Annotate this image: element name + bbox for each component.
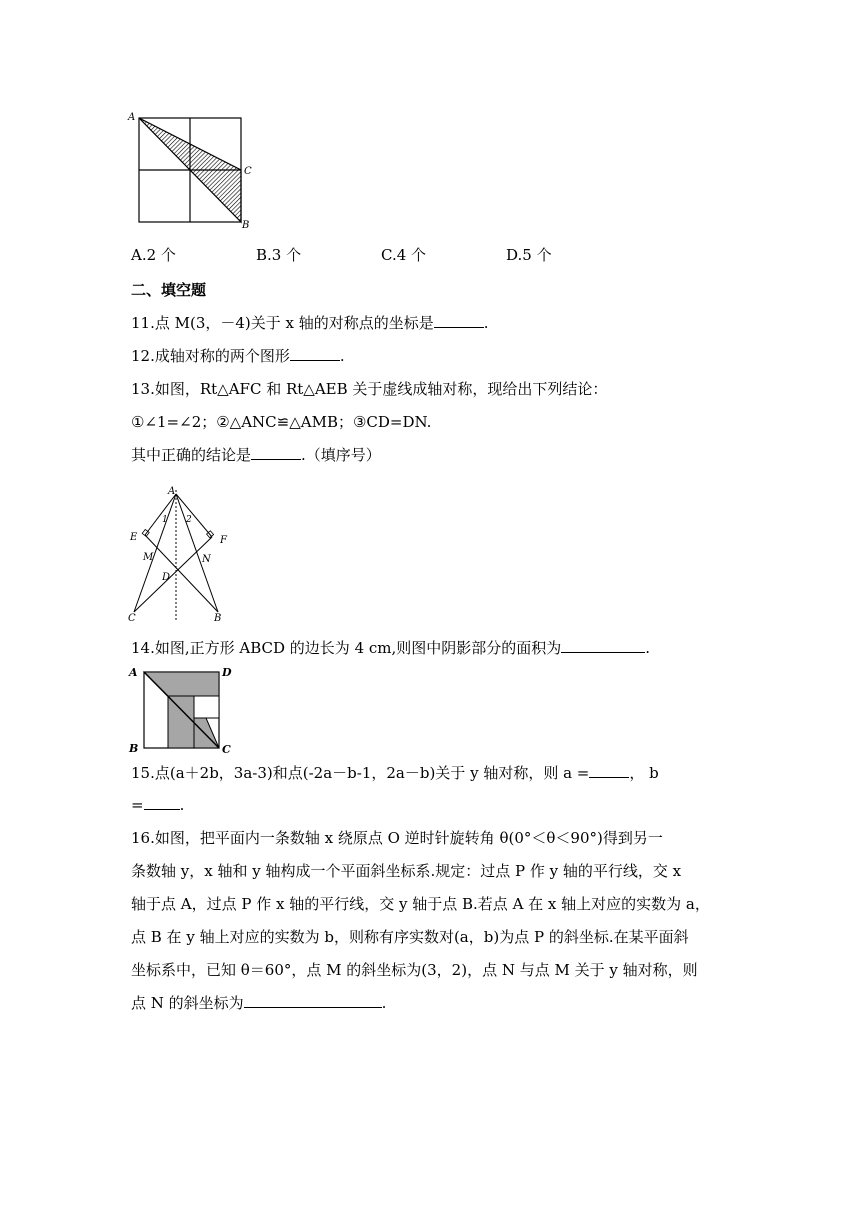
q12-answer-blank[interactable] [290, 346, 340, 361]
q15-equals: = [131, 796, 144, 814]
q14-label-a: A [129, 666, 138, 679]
q14-label-c: C [222, 743, 231, 756]
q15-b-blank[interactable] [144, 795, 180, 810]
q16-line3: 轴于点 A，过点 P 作 x 轴的平行线，交 y 轴于点 B.若点 A 在 x 轴上对应的实数为 a， [131, 895, 710, 913]
q12-period: . [339, 347, 345, 365]
q11-question: 11.点 M(3，－4)关于 x 轴的对称点的坐标是 [131, 314, 434, 332]
q10-label-c: C [244, 166, 252, 177]
q16-line2: 条数轴 y，x 轴和 y 轴构成一个平面斜坐标系.规定：过点 P 作 y 轴的平行线，交 x [131, 862, 682, 880]
q16-line5: 坐标系中，已知 θ＝60°，点 M 的斜坐标为(3，2)，点 N 与点 M 关于 y 轴对称，则 [131, 961, 698, 979]
q15-line2 [131, 795, 184, 815]
q13-line1: 13.如图，Rt△AFC 和 Rt△AEB 关于虚线成轴对称，现给出下列结论： [131, 380, 608, 398]
q13-answer-blank[interactable] [251, 445, 301, 460]
q13-label-a: A [168, 486, 176, 497]
q11-answer-blank[interactable] [434, 313, 484, 328]
q14-shaded-middle [168, 696, 194, 748]
q14-question: 14.如图,正方形 ABCD 的边长为 4 cm,则图中阴影部分的面积为 [131, 639, 562, 657]
q10-choice-c: C.4 个 [381, 246, 427, 264]
q13-line3 [131, 445, 381, 465]
q16-period: . [381, 994, 387, 1012]
q11-text [131, 313, 489, 333]
q10-choice-d: D.5 个 [506, 246, 552, 264]
q14-square-figure [124, 662, 236, 756]
q14-white-step [194, 696, 219, 718]
q16-line4: 点 B 在 y 轴上对应的实数为 b，则称有序实数对(a，b)为点 P 的斜坐标.在某平面斜 [131, 928, 689, 946]
q14-period: . [645, 639, 651, 657]
q13-line3-suffix: .（填序号） [301, 446, 381, 464]
q14-label-d: D [222, 666, 232, 679]
q12-question: 12.成轴对称的两个图形 [131, 347, 290, 365]
q13-label-f: F [220, 535, 227, 546]
q16-line1: 16.如图，把平面内一条数轴 x 绕原点 O 逆时针旋转角 θ(0°＜θ＜90°)得到另一 [131, 829, 663, 847]
q14-label-b: B [129, 742, 139, 755]
q15-period: . [179, 796, 185, 814]
q13-label-d: D [162, 572, 171, 583]
q15-question: 15.点(a＋2b，3a-3)和点(-2a－b-1，2a－b)关于 y 轴对称，则 a = [131, 764, 590, 782]
q15-mid: ， b [629, 764, 659, 782]
q16-line6 [131, 993, 386, 1013]
q13-label-e: E [130, 532, 138, 543]
q14-answer-blank[interactable] [561, 638, 645, 653]
q16-answer-blank[interactable] [244, 993, 382, 1008]
q10-label-b: B [242, 220, 250, 230]
q15-a-blank[interactable] [589, 763, 629, 778]
q10-choice-a: A.2 个 [131, 246, 176, 264]
q13-line3-text: 其中正确的结论是 [131, 446, 252, 464]
q10-choice-b: B.3 个 [256, 246, 302, 264]
q12-text [131, 346, 345, 366]
q10-label-a: A [128, 112, 136, 123]
q13-line2: ①∠1=∠2；②△ANC≌△AMB；③CD=DN. [131, 413, 432, 431]
q13-label-c: C [128, 613, 136, 624]
q13-label-b: B [214, 613, 222, 624]
q10-grid-figure [124, 110, 254, 230]
q15-line1 [131, 763, 659, 783]
q13-symmetry-figure [124, 480, 234, 625]
q14-text [131, 638, 650, 658]
q13-label-2: 2 [186, 515, 192, 525]
q13-label-1: 1 [162, 515, 168, 525]
section-title: 二、填空题 [131, 281, 207, 299]
q16-last-text: 点 N 的斜坐标为 [131, 994, 244, 1012]
q13-label-n: N [202, 554, 211, 565]
q11-period: . [483, 314, 489, 332]
q13-label-m: M [143, 552, 154, 563]
